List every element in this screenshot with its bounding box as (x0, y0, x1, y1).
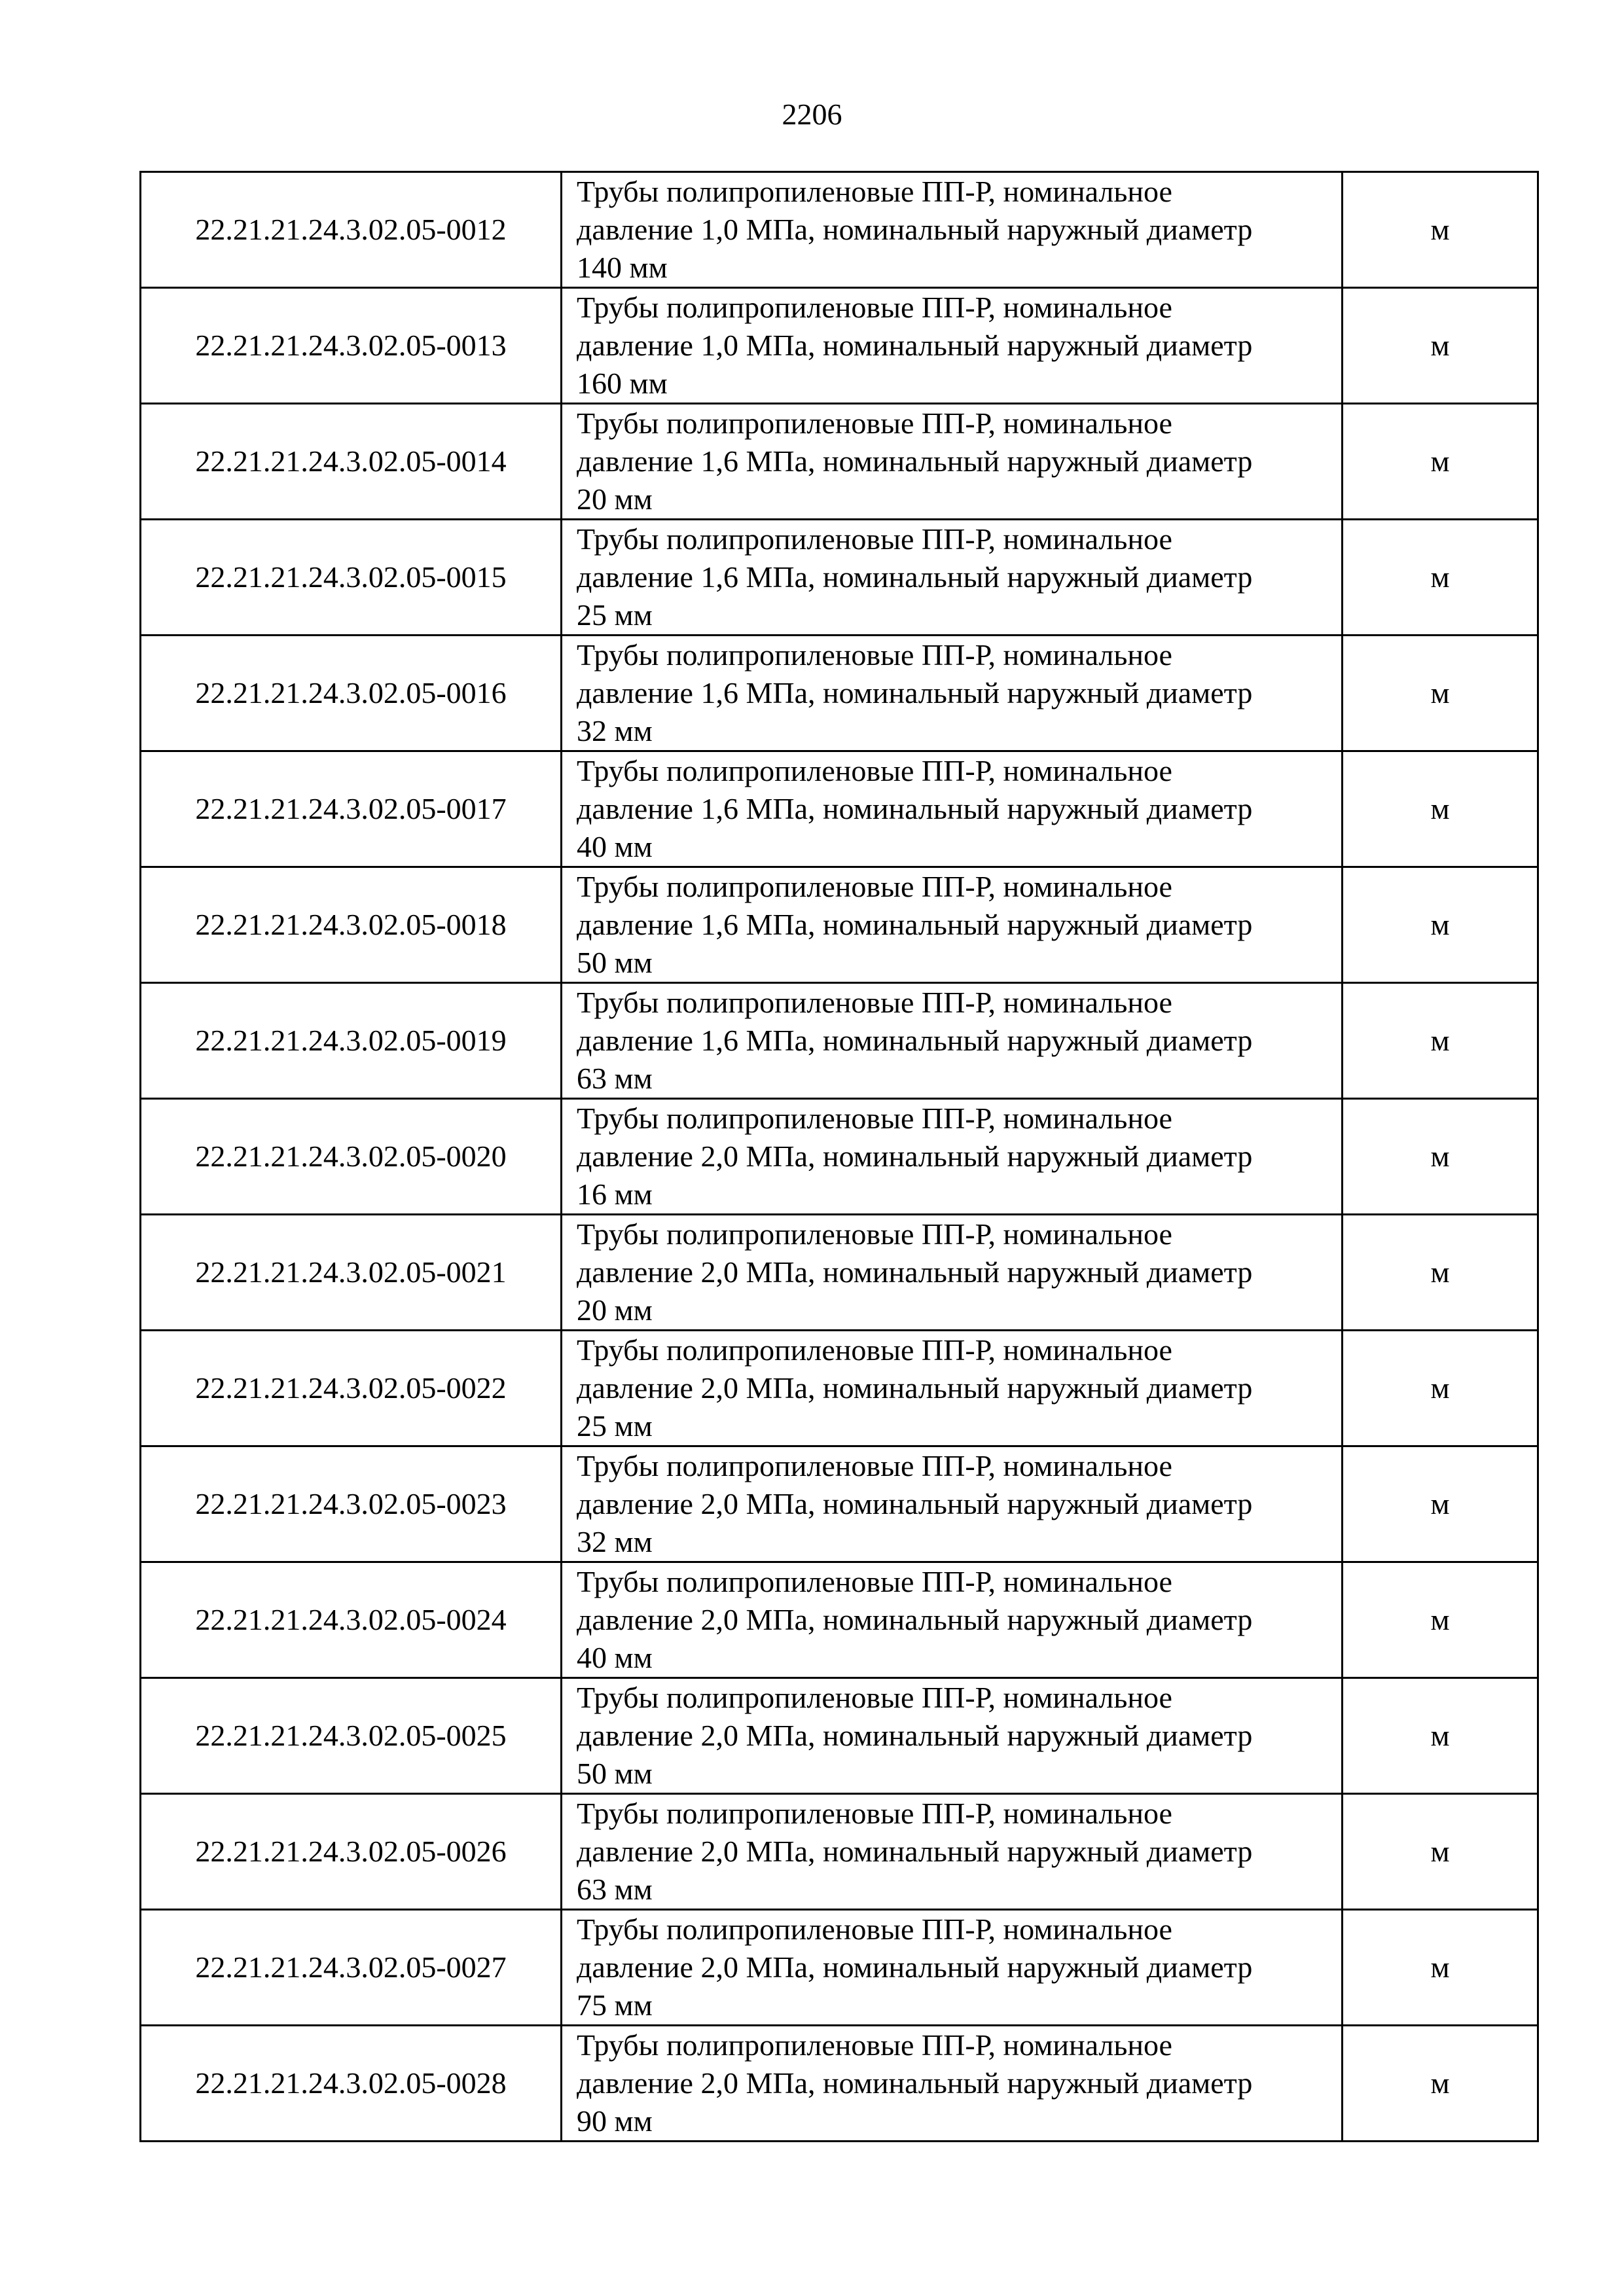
description-line: Трубы полипропиленовые ПП-Р, номинальное (577, 1217, 1172, 1251)
description-line: Трубы полипропиленовые ПП-Р, номинальное (577, 406, 1172, 440)
page-number: 2206 (782, 98, 842, 131)
description-line: давление 1,6 МПа, номинальный наружный диаметр (577, 560, 1253, 594)
table-row (141, 751, 1538, 867)
table-row (141, 1331, 1538, 1446)
resource-code-cell: 22.21.21.24.3.02.05-0013 (141, 288, 562, 404)
unit-cell: м (1343, 1910, 1538, 2026)
unit-cell: м (1343, 636, 1538, 751)
description-line: Трубы полипропиленовые ПП-Р, номинальное (577, 2028, 1172, 2062)
resource-code-cell: 22.21.21.24.3.02.05-0020 (141, 1099, 562, 1215)
unit-cell: м (1343, 288, 1538, 404)
table-row (141, 172, 1538, 288)
unit-cell: м (1343, 1099, 1538, 1215)
description-line: 160 мм (577, 367, 668, 400)
description-line: давление 2,0 МПа, номинальный наружный диаметр (577, 1603, 1253, 1636)
table-row (141, 404, 1538, 520)
table-row (141, 1910, 1538, 2026)
description-line: давление 2,0 МПа, номинальный наружный диаметр (577, 1139, 1253, 1173)
unit-cell: м (1343, 404, 1538, 520)
resource-code-cell: 22.21.21.24.3.02.05-0015 (141, 520, 562, 636)
resource-description-cell (562, 1446, 1343, 1562)
unit-cell: м (1343, 1562, 1538, 1678)
resource-description-cell (562, 983, 1343, 1099)
resource-code-cell: 22.21.21.24.3.02.05-0021 (141, 1215, 562, 1331)
description-line: давление 2,0 МПа, номинальный наружный диаметр (577, 1255, 1253, 1289)
resource-description-cell (562, 172, 1343, 288)
resource-code-cell: 22.21.21.24.3.02.05-0018 (141, 867, 562, 983)
description-line: 40 мм (577, 1641, 653, 1674)
table-row (141, 1099, 1538, 1215)
description-line: давление 1,0 МПа, номинальный наружный диаметр (577, 213, 1253, 246)
description-line: 75 мм (577, 1988, 653, 2022)
description-line: давление 1,0 МПа, номинальный наружный диаметр (577, 329, 1253, 362)
unit-cell: м (1343, 1331, 1538, 1446)
description-line: 16 мм (577, 1177, 653, 1211)
description-line: давление 2,0 МПа, номинальный наружный диаметр (577, 1487, 1253, 1520)
unit-cell: м (1343, 520, 1538, 636)
unit-cell: м (1343, 172, 1538, 288)
resource-description-cell (562, 1910, 1343, 2026)
description-line: Трубы полипропиленовые ПП-Р, номинальное (577, 1681, 1172, 1714)
resource-table (139, 171, 1539, 2142)
resource-code-cell: 22.21.21.24.3.02.05-0022 (141, 1331, 562, 1446)
description-line: давление 1,6 МПа, номинальный наружный диаметр (577, 908, 1253, 941)
unit-cell: м (1343, 751, 1538, 867)
description-line: 140 мм (577, 251, 668, 284)
table-row (141, 520, 1538, 636)
description-line: Трубы полипропиленовые ПП-Р, номинальное (577, 638, 1172, 672)
description-line: Трубы полипропиленовые ПП-Р, номинальное (577, 986, 1172, 1019)
resource-description-cell (562, 636, 1343, 751)
description-line: давление 2,0 МПа, номинальный наружный диаметр (577, 1719, 1253, 1752)
description-line: Трубы полипропиленовые ПП-Р, номинальное (577, 1333, 1172, 1367)
description-line: 32 мм (577, 1525, 653, 1558)
description-line: Трубы полипропиленовые ПП-Р, номинальное (577, 1565, 1172, 1598)
description-line: 20 мм (577, 482, 653, 516)
description-line: Трубы полипропиленовые ПП-Р, номинальное (577, 754, 1172, 787)
description-line: давление 1,6 МПа, номинальный наружный диаметр (577, 676, 1253, 709)
description-line: давление 1,6 МПа, номинальный наружный диаметр (577, 792, 1253, 825)
description-line: 20 мм (577, 1293, 653, 1327)
resource-description-cell (562, 1562, 1343, 1678)
resource-description-cell (562, 867, 1343, 983)
description-line: Трубы полипропиленовые ПП-Р, номинальное (577, 175, 1172, 208)
description-line: 50 мм (577, 946, 653, 979)
table-row (141, 867, 1538, 983)
unit-cell: м (1343, 1446, 1538, 1562)
resource-code-cell: 22.21.21.24.3.02.05-0028 (141, 2026, 562, 2142)
table-row (141, 1446, 1538, 1562)
resource-description-cell (562, 2026, 1343, 2142)
resource-code-cell: 22.21.21.24.3.02.05-0014 (141, 404, 562, 520)
description-line: Трубы полипропиленовые ПП-Р, номинальное (577, 1912, 1172, 1946)
resource-description-cell (562, 1215, 1343, 1331)
resource-description-cell (562, 288, 1343, 404)
description-line: Трубы полипропиленовые ПП-Р, номинальное (577, 1797, 1172, 1830)
description-line: Трубы полипропиленовые ПП-Р, номинальное (577, 870, 1172, 903)
description-line: 50 мм (577, 1757, 653, 1790)
description-line: давление 1,6 МПа, номинальный наружный диаметр (577, 1024, 1253, 1057)
resource-code-cell: 22.21.21.24.3.02.05-0016 (141, 636, 562, 751)
table-row (141, 2026, 1538, 2142)
resource-description-cell (562, 1794, 1343, 1910)
unit-cell: м (1343, 867, 1538, 983)
description-line: 40 мм (577, 830, 653, 863)
table-row (141, 983, 1538, 1099)
description-line: Трубы полипропиленовые ПП-Р, номинальное (577, 291, 1172, 324)
unit-cell: м (1343, 1215, 1538, 1331)
resource-description-cell (562, 1331, 1343, 1446)
description-line: давление 2,0 МПа, номинальный наружный диаметр (577, 1371, 1253, 1405)
table-row (141, 1215, 1538, 1331)
resource-description-cell (562, 404, 1343, 520)
unit-cell: м (1343, 1794, 1538, 1910)
table-row (141, 288, 1538, 404)
resource-code-cell: 22.21.21.24.3.02.05-0019 (141, 983, 562, 1099)
description-line: 25 мм (577, 598, 653, 632)
description-line: давление 2,0 МПа, номинальный наружный диаметр (577, 2066, 1253, 2100)
description-line: Трубы полипропиленовые ПП-Р, номинальное (577, 1449, 1172, 1482)
description-line: давление 2,0 МПа, номинальный наружный диаметр (577, 1835, 1253, 1868)
resource-description-cell (562, 751, 1343, 867)
description-line: 25 мм (577, 1409, 653, 1443)
resource-description-cell (562, 1678, 1343, 1794)
description-line: 32 мм (577, 714, 653, 747)
unit-cell: м (1343, 2026, 1538, 2142)
description-line: давление 1,6 МПа, номинальный наружный диаметр (577, 444, 1253, 478)
resource-code-cell: 22.21.21.24.3.02.05-0017 (141, 751, 562, 867)
resource-code-cell: 22.21.21.24.3.02.05-0012 (141, 172, 562, 288)
table-row (141, 1794, 1538, 1910)
resource-code-cell: 22.21.21.24.3.02.05-0025 (141, 1678, 562, 1794)
resource-description-cell (562, 1099, 1343, 1215)
resource-description-cell (562, 520, 1343, 636)
description-line: 63 мм (577, 1873, 653, 1906)
unit-cell: м (1343, 1678, 1538, 1794)
resource-code-cell: 22.21.21.24.3.02.05-0026 (141, 1794, 562, 1910)
description-line: давление 2,0 МПа, номинальный наружный диаметр (577, 1950, 1253, 1984)
description-line: 90 мм (577, 2104, 653, 2138)
description-line: 63 мм (577, 1062, 653, 1095)
table-row (141, 636, 1538, 751)
unit-cell: м (1343, 983, 1538, 1099)
resource-code-cell: 22.21.21.24.3.02.05-0024 (141, 1562, 562, 1678)
description-line: Трубы полипропиленовые ПП-Р, номинальное (577, 522, 1172, 556)
resource-table-body (141, 172, 1538, 2142)
table-row (141, 1562, 1538, 1678)
resource-code-cell: 22.21.21.24.3.02.05-0023 (141, 1446, 562, 1562)
resource-code-cell: 22.21.21.24.3.02.05-0027 (141, 1910, 562, 2026)
table-row (141, 1678, 1538, 1794)
description-line: Трубы полипропиленовые ПП-Р, номинальное (577, 1102, 1172, 1135)
